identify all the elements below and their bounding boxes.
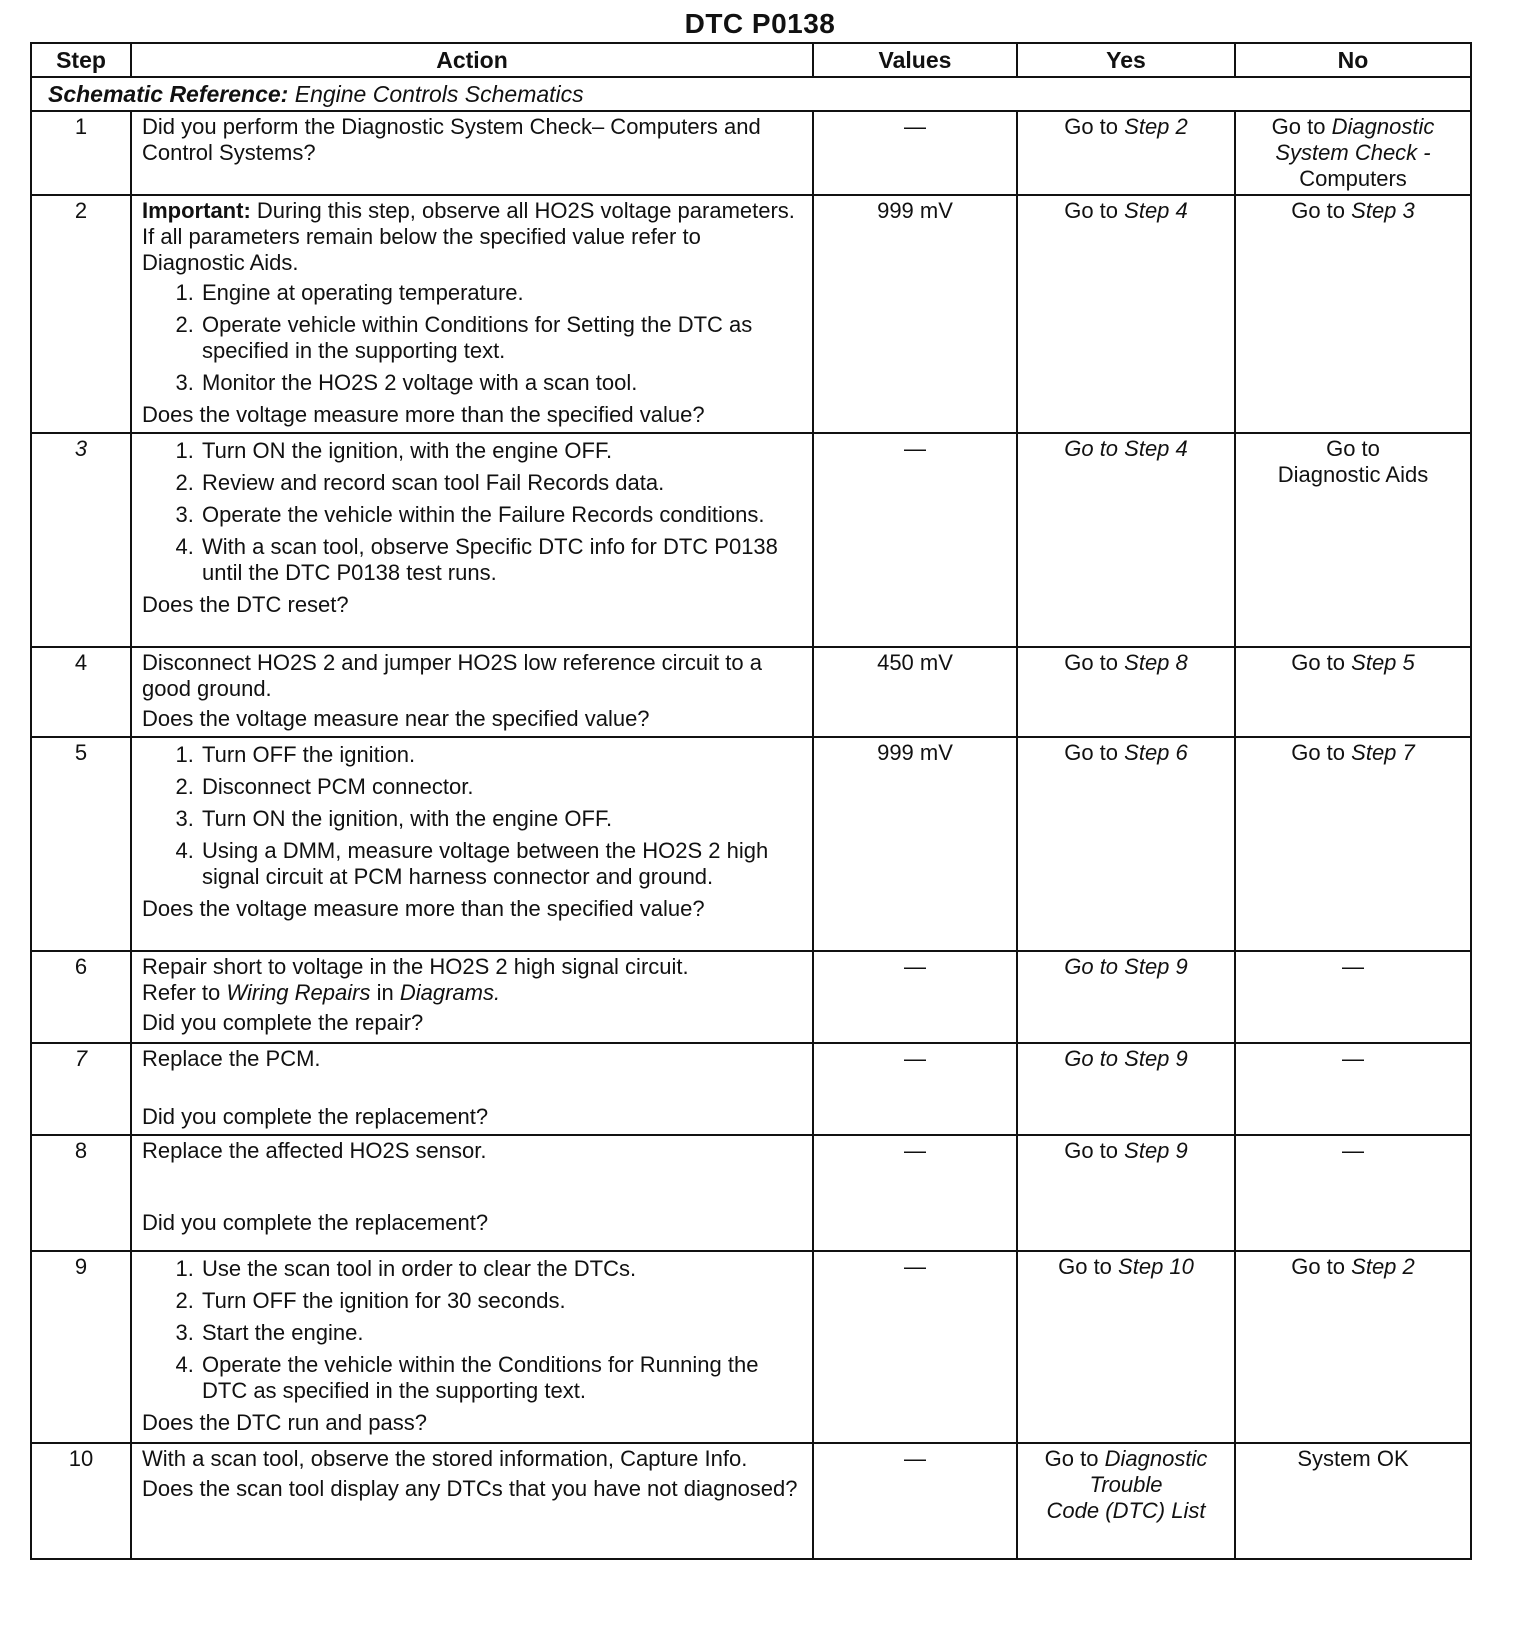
question-text: Did you complete the replacement? xyxy=(142,1104,489,1129)
yes-cell xyxy=(1017,195,1235,433)
action-cell xyxy=(131,647,813,737)
table-row-step-3 xyxy=(31,433,1471,647)
action-cell xyxy=(131,195,813,433)
go-to-label: Go to xyxy=(1326,436,1380,461)
value-cell: — xyxy=(813,433,1017,647)
question-text: Does the DTC run and pass? xyxy=(142,1410,427,1435)
no-cell: — xyxy=(1235,951,1471,1043)
no-cell xyxy=(1235,737,1471,951)
action-text: With a scan tool, observe the stored information, Capture Info. xyxy=(142,1446,748,1471)
question-text: Does the voltage measure more than the specified value? xyxy=(142,402,705,427)
important-label: Important: xyxy=(142,198,251,223)
go-to-label: Go to xyxy=(1064,198,1119,223)
yes-link[interactable]: Diagnostic xyxy=(1104,1446,1208,1471)
page-title: DTC P0138 xyxy=(684,8,836,39)
yes-link[interactable]: Code (DTC) List xyxy=(1046,1498,1206,1523)
no-link[interactable]: Diagnostic System Check - xyxy=(1275,114,1435,165)
table-row-step-7 xyxy=(31,1043,1471,1135)
go-to-label: Go to xyxy=(1271,114,1326,139)
list-item: 4. With a scan tool, observe Specific DTC info for DTC P0138 until the DTC P0138 test runs. xyxy=(200,534,802,586)
no-link[interactable]: Step 7 xyxy=(1351,740,1415,765)
no-link[interactable]: Step 3 xyxy=(1351,198,1415,223)
spacer xyxy=(142,1072,802,1104)
no-link[interactable]: Step 2 xyxy=(1351,1254,1415,1279)
value-cell: — xyxy=(813,951,1017,1043)
action-cell xyxy=(131,951,813,1043)
table-row-step-8 xyxy=(31,1135,1471,1251)
go-to-label: Go to xyxy=(1291,1254,1346,1279)
schematic-reference xyxy=(31,77,1471,111)
yes-cell xyxy=(1017,1443,1235,1559)
step-list xyxy=(142,280,802,396)
step-number: 1 xyxy=(31,111,131,195)
action-cell xyxy=(131,433,813,647)
go-to-label: Go to xyxy=(1291,740,1346,765)
step-list xyxy=(142,1256,802,1404)
action-cell xyxy=(131,1135,813,1251)
step-number: 9 xyxy=(31,1251,131,1443)
no-cell xyxy=(1235,433,1471,647)
yes-link[interactable]: Step 10 xyxy=(1118,1254,1194,1279)
question-text: Did you complete the repair? xyxy=(142,1010,424,1035)
schematic-reference-link[interactable]: Engine Controls Schematics xyxy=(294,81,584,107)
action-cell xyxy=(131,737,813,951)
step-number: 3 xyxy=(31,433,131,647)
no-link[interactable]: Diagnostic Aids xyxy=(1277,462,1429,487)
yes-link[interactable]: Trouble xyxy=(1089,1472,1163,1497)
list-item: 4. Operate the vehicle within the Conditions for Running the DTC as specified in the supporting text. xyxy=(200,1352,802,1404)
yes-cell xyxy=(1017,647,1235,737)
wiring-repairs-link[interactable]: Wiring Repairs xyxy=(226,980,371,1005)
list-item: 2. Review and record scan tool Fail Records data. xyxy=(200,470,802,496)
yes-link[interactable]: Go to Step 4 xyxy=(1017,433,1235,647)
table-row-step-2 xyxy=(31,195,1471,433)
list-item: 1. Use the scan tool in order to clear the DTCs. xyxy=(200,1256,802,1282)
table-row-step-4 xyxy=(31,647,1471,737)
header-yes: Yes xyxy=(1017,43,1235,77)
step-list xyxy=(142,438,802,586)
no-cell xyxy=(1235,1251,1471,1443)
no-link-tail[interactable]: Computers xyxy=(1299,166,1407,191)
table-row-step-1 xyxy=(31,111,1471,195)
table-row-step-5 xyxy=(31,737,1471,951)
question-text: Does the voltage measure more than the specified value? xyxy=(142,896,705,921)
go-to-label: Go to xyxy=(1291,198,1346,223)
step-number: 8 xyxy=(31,1135,131,1251)
list-item: 1. Engine at operating temperature. xyxy=(200,280,802,306)
no-cell: — xyxy=(1235,1135,1471,1251)
yes-cell xyxy=(1017,737,1235,951)
value-cell: 450 mV xyxy=(813,647,1017,737)
list-item: 2. Turn OFF the ignition for 30 seconds. xyxy=(200,1288,802,1314)
list-item: 3. Operate the vehicle within the Failure Records conditions. xyxy=(200,502,802,528)
value-cell: 999 mV xyxy=(813,737,1017,951)
value-cell: — xyxy=(813,1251,1017,1443)
question-text: Does the scan tool display any DTCs that you have not diagnosed? xyxy=(142,1476,798,1501)
action-text xyxy=(142,954,802,1006)
refer-text: Refer to xyxy=(142,980,221,1005)
go-to-label: Go to xyxy=(1058,1254,1112,1279)
question-text: Does the voltage measure near the specified value? xyxy=(142,706,650,731)
question-text: Does the DTC reset? xyxy=(142,592,349,617)
important-text: During this step, observe all HO2S voltage parameters. If all parameters remain below the specified value refer to Diagnostic Aids. xyxy=(142,198,795,275)
yes-link[interactable]: Step 2 xyxy=(1124,114,1188,139)
table-row-step-9 xyxy=(31,1251,1471,1443)
no-cell: — xyxy=(1235,1043,1471,1135)
list-item: 3. Monitor the HO2S 2 voltage with a scan tool. xyxy=(200,370,802,396)
go-to-label: Go to xyxy=(1064,1138,1119,1163)
no-link[interactable]: Step 5 xyxy=(1351,650,1415,675)
action-text: Replace the affected HO2S sensor. xyxy=(142,1138,487,1163)
schematic-reference-label: Schematic Reference: xyxy=(48,81,289,107)
action-cell xyxy=(131,111,813,195)
step-number: 4 xyxy=(31,647,131,737)
list-item: 3. Start the engine. xyxy=(200,1320,802,1346)
action-cell xyxy=(131,1443,813,1559)
no-cell xyxy=(1235,111,1471,195)
yes-link[interactable]: Go to Step 9 xyxy=(1017,951,1235,1043)
value-cell: — xyxy=(813,1443,1017,1559)
question-text: Did you complete the replacement? xyxy=(142,1210,489,1235)
no-cell xyxy=(1235,647,1471,737)
step-number: 7 xyxy=(31,1043,131,1135)
action-text: Did you perform the Diagnostic System Check– Computers and Control Systems? xyxy=(142,114,761,165)
action-text: Replace the PCM. xyxy=(142,1046,321,1071)
header-step: Step xyxy=(31,43,131,77)
step-number: 2 xyxy=(31,195,131,433)
schematic-reference-row xyxy=(31,77,1471,111)
yes-link[interactable]: Step 4 xyxy=(1124,198,1188,223)
go-to-label: Go to xyxy=(1044,1446,1099,1471)
action-cell xyxy=(131,1043,813,1135)
diagrams-link[interactable]: Diagrams. xyxy=(399,980,501,1005)
spacer xyxy=(142,1164,802,1210)
header-row xyxy=(31,43,1471,77)
in-text: in xyxy=(376,980,394,1005)
yes-link[interactable]: Go to Step 9 xyxy=(1017,1043,1235,1135)
list-item: 2. Disconnect PCM connector. xyxy=(200,774,802,800)
go-to-label: Go to xyxy=(1064,740,1119,765)
yes-cell xyxy=(1017,111,1235,195)
header-values: Values xyxy=(813,43,1017,77)
list-item: 1. Turn ON the ignition, with the engine OFF. xyxy=(200,438,802,464)
value-cell: 999 mV xyxy=(813,195,1017,433)
table-row-step-10 xyxy=(31,1443,1471,1559)
action-cell xyxy=(131,1251,813,1443)
list-item: 1. Turn OFF the ignition. xyxy=(200,742,802,768)
repair-text: Repair short to voltage in the HO2S 2 high signal circuit. xyxy=(142,954,689,979)
go-to-label: Go to xyxy=(1291,650,1346,675)
yes-link[interactable]: Step 8 xyxy=(1124,650,1188,675)
header-action: Action xyxy=(131,43,813,77)
step-list xyxy=(142,742,802,890)
action-text: Disconnect HO2S 2 and jumper HO2S low reference circuit to a good ground. xyxy=(142,650,762,701)
header-no: No xyxy=(1235,43,1471,77)
diagnostic-table xyxy=(30,42,1472,1560)
no-cell: System OK xyxy=(1235,1443,1471,1559)
list-item: 2. Operate vehicle within Conditions for Setting the DTC as specified in the supporting text. xyxy=(200,312,802,364)
list-item: 4. Using a DMM, measure voltage between the HO2S 2 high signal circuit at PCM harness connector and ground. xyxy=(200,838,802,890)
yes-cell xyxy=(1017,1135,1235,1251)
value-cell: — xyxy=(813,1135,1017,1251)
yes-link[interactable]: Step 6 xyxy=(1124,740,1188,765)
go-to-label: Go to xyxy=(1064,114,1119,139)
no-cell xyxy=(1235,195,1471,433)
go-to-label: Go to xyxy=(1064,650,1119,675)
yes-cell xyxy=(1017,1251,1235,1443)
important-note xyxy=(142,198,802,276)
yes-link[interactable]: Step 9 xyxy=(1124,1138,1188,1163)
step-number: 10 xyxy=(31,1443,131,1559)
list-item: 3. Turn ON the ignition, with the engine OFF. xyxy=(200,806,802,832)
value-cell: — xyxy=(813,1043,1017,1135)
table-row-step-6 xyxy=(31,951,1471,1043)
value-cell: — xyxy=(813,111,1017,195)
step-number: 6 xyxy=(31,951,131,1043)
step-number: 5 xyxy=(31,737,131,951)
